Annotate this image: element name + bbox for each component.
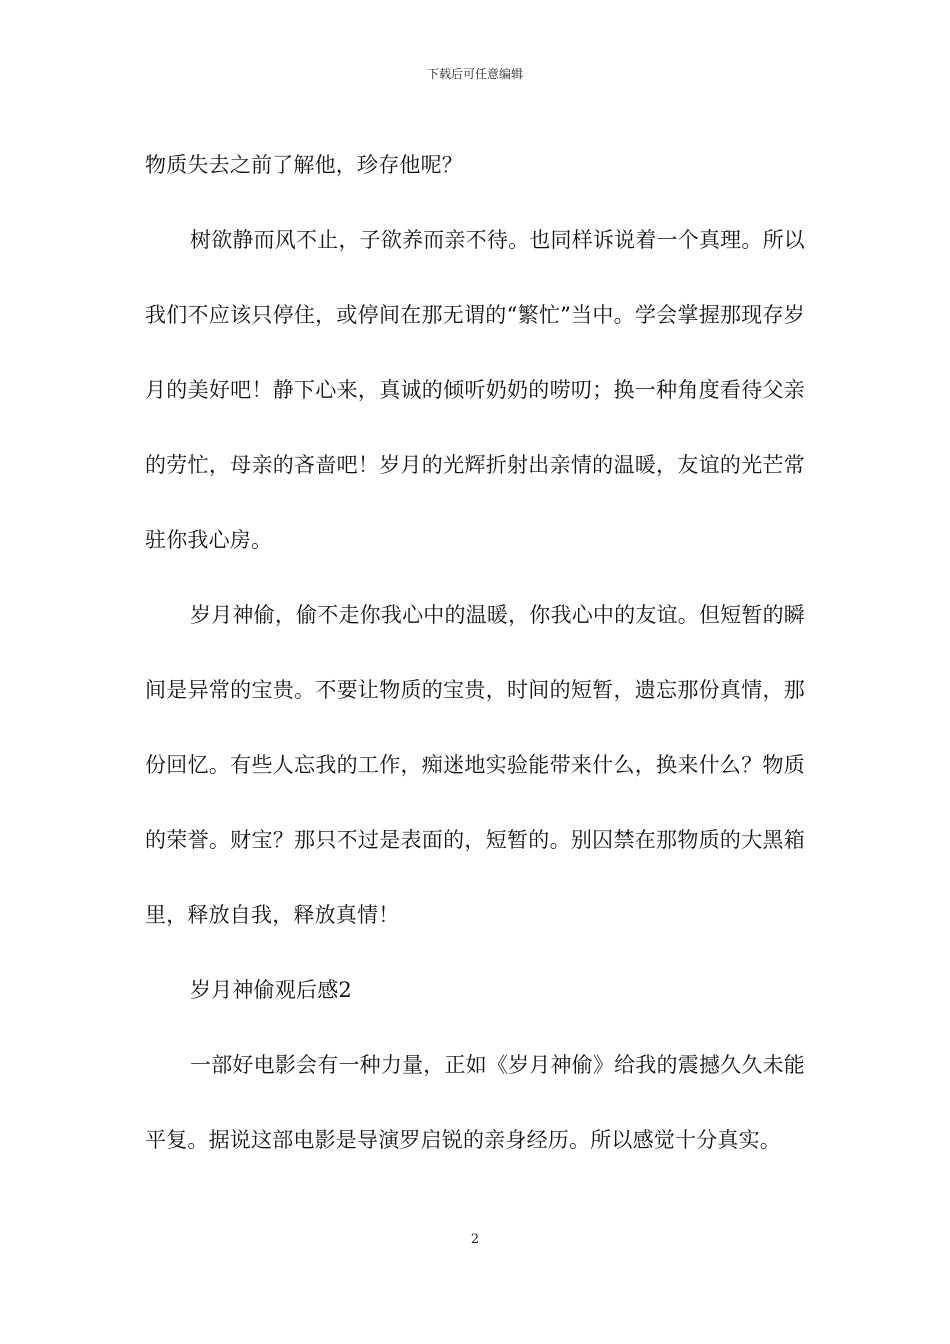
page-header: 下载后可任意编辑 [426, 67, 523, 81]
paragraph-3: 岁月神偷，偷不走你我心中的温暖，你我心中的友谊。但短暂的瞬间是异常的宝贵。不要让物质的宝贵，时间的短暂，遗忘那份真情，那份回忆。有些人忘我的工作，痴迷地实验能带来什么，换来什么？物质的荣誉。财宝？那只不过是表面的，短暂的。别囚禁在那物质的大黑箱里，释放自我，释放真情！ [145, 603, 805, 927]
page-number: 2 [470, 1232, 480, 1247]
paragraph-2: 树欲静而风不止，子欲养而亲不待。也同样诉说着一个真理。所以我们不应该只停住，或停间在那无谓的“繁忙”当中。学会掌握那现存岁月的美好吧！静下心来，真诚的倾听奶奶的唠叨；换一种角度看待父亲的劳忙，母亲的吝啬吧！岁月的光辉折射出亲情的温暖，友谊的光芒常驻你我心房。 [145, 228, 805, 552]
section-heading: 岁月神偷观后感2 [190, 978, 352, 1002]
paragraph-1: 物质失去之前了解他，珍存他呢？ [145, 153, 463, 177]
paragraph-4: 一部好电影会有一种力量，正如《岁月神偷》给我的震撼久久未能平复。据说这部电影是导演罗启锐的亲身经历。所以感觉十分真实。 [145, 1053, 805, 1152]
document-body [145, 128, 805, 1178]
